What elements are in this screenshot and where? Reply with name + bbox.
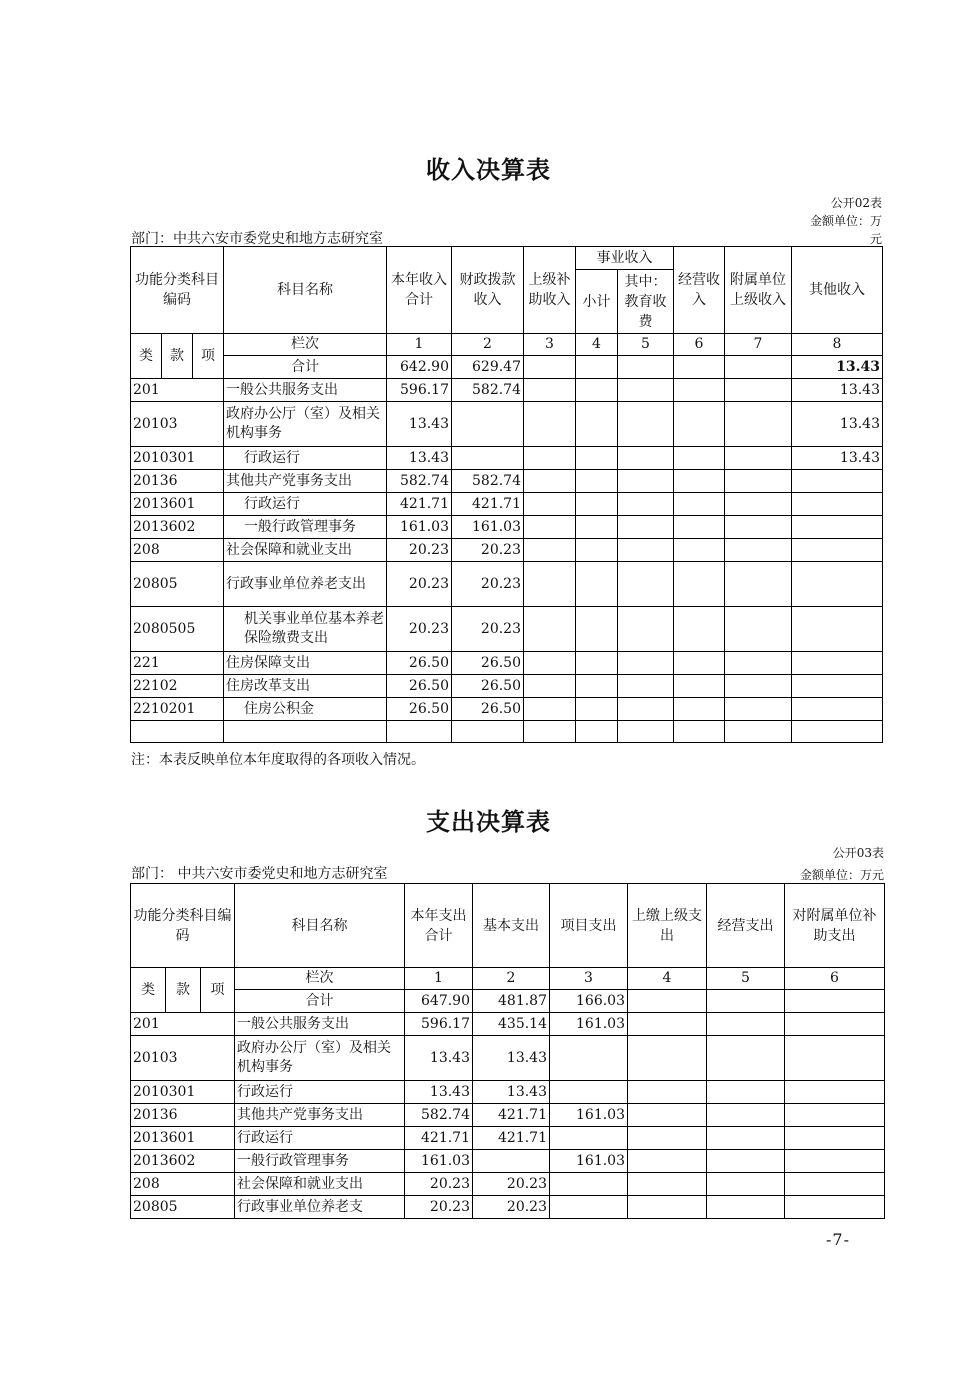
row-c8 <box>792 562 883 607</box>
income-colno-5: 5 <box>618 334 674 356</box>
row-name: 行政运行 <box>235 1081 405 1104</box>
income-title: 收入决算表 <box>426 156 551 184</box>
row-name: 政府办公厅（室）及相关机构事务 <box>224 402 387 447</box>
row-code: 2013602 <box>131 1150 235 1173</box>
row-code: 22102 <box>131 675 224 698</box>
row-code: 20805 <box>131 1196 235 1219</box>
income-header-func-code: 功能分类科目编码 <box>131 247 224 334</box>
row-c3 <box>550 1196 628 1219</box>
row-c8 <box>792 470 883 493</box>
row-c8: 13.43 <box>792 402 883 447</box>
row-c2: 20.23 <box>473 1196 550 1219</box>
table-row <box>131 562 883 607</box>
expense-colno-5: 5 <box>707 968 785 990</box>
expense-header-xiang: 项 <box>201 968 235 1013</box>
expense-colno-1: 1 <box>405 968 473 990</box>
row-c1: 26.50 <box>387 652 452 675</box>
income-header-xiang: 项 <box>193 334 224 379</box>
income-colno-8: 8 <box>792 334 883 356</box>
income-header-col6: 经营收入 <box>674 247 725 334</box>
row-c1: 13.43 <box>405 1081 473 1104</box>
table-row <box>131 379 883 402</box>
row-name: 其他共产党事务支出 <box>235 1104 405 1127</box>
expense-total-c3: 166.03 <box>550 990 628 1013</box>
expense-header-kuan: 款 <box>166 968 201 1013</box>
row-name: 政府办公厅（室）及相关机构事务 <box>235 1036 405 1081</box>
income-header-biz-group: 事业收入 <box>576 247 674 270</box>
row-c2: 20.23 <box>452 539 524 562</box>
income-colno-7: 7 <box>725 334 792 356</box>
expense-header-col2: 基本支出 <box>473 884 550 968</box>
expense-table <box>130 883 885 1219</box>
row-c2: 421.71 <box>452 493 524 516</box>
row-code: 201 <box>131 1013 235 1036</box>
row-c8 <box>792 675 883 698</box>
expense-unit: 金额单位：万元 <box>799 868 884 882</box>
row-c2: 421.71 <box>473 1127 550 1150</box>
row-c1: 582.74 <box>387 470 452 493</box>
row-c1: 421.71 <box>387 493 452 516</box>
row-c2 <box>452 447 524 470</box>
income-table-code: 公开02表 <box>830 196 882 210</box>
income-total-label: 合计 <box>224 356 387 379</box>
row-name: 一般行政管理事务 <box>235 1150 405 1173</box>
row-c1: 26.50 <box>387 675 452 698</box>
row-code: 20136 <box>131 470 224 493</box>
table-row <box>131 447 883 470</box>
row-c1: 20.23 <box>387 539 452 562</box>
row-c1: 26.50 <box>387 698 452 721</box>
row-code: 20103 <box>131 1036 235 1081</box>
expense-header-col3: 项目支出 <box>550 884 628 968</box>
expense-total-row <box>131 990 885 1013</box>
expense-header-col6: 对附属单位补助支出 <box>785 884 885 968</box>
row-name: 一般公共服务支出 <box>235 1013 405 1036</box>
income-header-col2: 财政拨款收入 <box>452 247 524 334</box>
income-colno-2: 2 <box>452 334 524 356</box>
row-c2 <box>452 402 524 447</box>
income-colno-4: 4 <box>576 334 618 356</box>
expense-header-col1: 本年支出合计 <box>405 884 473 968</box>
row-name: 行政运行 <box>224 447 387 470</box>
income-header-lei: 类 <box>131 334 162 379</box>
expense-total-c2: 481.87 <box>473 990 550 1013</box>
expense-header-lanci: 栏次 <box>235 968 405 990</box>
expense-title: 支出决算表 <box>426 808 551 836</box>
row-c1: 20.23 <box>387 562 452 607</box>
row-name: 住房改革支出 <box>224 675 387 698</box>
expense-colno-6: 6 <box>785 968 885 990</box>
expense-department: 部门： 中共六安市委党史和地方志研究室 <box>131 866 388 882</box>
row-code: 2210201 <box>131 698 224 721</box>
income-colno-6: 6 <box>674 334 725 356</box>
table-row <box>131 402 883 447</box>
row-c8 <box>792 539 883 562</box>
row-code: 201 <box>131 379 224 402</box>
table-row <box>131 652 883 675</box>
row-c1: 13.43 <box>387 402 452 447</box>
expense-colno-2: 2 <box>473 968 550 990</box>
expense-header-lei: 类 <box>131 968 166 1013</box>
row-c1: 13.43 <box>405 1036 473 1081</box>
row-c1: 20.23 <box>387 607 452 652</box>
table-row <box>131 1013 885 1036</box>
row-c1: 161.03 <box>387 516 452 539</box>
row-code: 2010301 <box>131 447 224 470</box>
income-header-col1: 本年收入合计 <box>387 247 452 334</box>
row-code: 20136 <box>131 1104 235 1127</box>
row-c3 <box>550 1127 628 1150</box>
table-row <box>131 675 883 698</box>
income-total-c1: 642.90 <box>387 356 452 379</box>
row-name: 住房公积金 <box>224 698 387 721</box>
income-total-c2: 629.47 <box>452 356 524 379</box>
row-name: 机关事业单位基本养老保险缴费支出 <box>224 607 387 652</box>
row-code: 20805 <box>131 562 224 607</box>
row-c1: 582.74 <box>405 1104 473 1127</box>
row-c2: 582.74 <box>452 470 524 493</box>
row-code: 221 <box>131 652 224 675</box>
income-header-lanci: 栏次 <box>224 334 387 356</box>
row-name: 社会保障和就业支出 <box>235 1173 405 1196</box>
row-c2: 26.50 <box>452 675 524 698</box>
table-row <box>131 539 883 562</box>
income-header-kuan: 款 <box>162 334 193 379</box>
row-name: 行政运行 <box>235 1127 405 1150</box>
table-row <box>131 698 883 721</box>
row-code: 208 <box>131 539 224 562</box>
income-header-col4: 小计 <box>576 270 618 334</box>
expense-colno-3: 3 <box>550 968 628 990</box>
row-c2: 20.23 <box>452 562 524 607</box>
expense-header-col5: 经营支出 <box>707 884 785 968</box>
row-name: 行政事业单位养老支出 <box>224 562 387 607</box>
row-c2: 20.23 <box>473 1173 550 1196</box>
table-row <box>131 470 883 493</box>
row-code: 2080505 <box>131 607 224 652</box>
table-row <box>131 607 883 652</box>
row-name: 行政事业单位养老支 <box>235 1196 405 1219</box>
table-row <box>131 516 883 539</box>
table-row <box>131 1150 885 1173</box>
income-department: 部门：中共六安市委党史和地方志研究室 <box>131 231 383 247</box>
row-c2: 582.74 <box>452 379 524 402</box>
row-c1: 161.03 <box>405 1150 473 1173</box>
income-header-col5: 其中：教育收费 <box>618 270 674 334</box>
row-c2: 20.23 <box>452 607 524 652</box>
table-row <box>131 1104 885 1127</box>
row-c1: 20.23 <box>405 1196 473 1219</box>
income-header-col3: 上级补助收入 <box>524 247 576 334</box>
row-c1: 13.43 <box>387 447 452 470</box>
expense-total-label: 合计 <box>235 990 405 1013</box>
table-row <box>131 1173 885 1196</box>
income-total-row <box>131 356 883 379</box>
row-c3: 161.03 <box>550 1150 628 1173</box>
row-c2: 13.43 <box>473 1036 550 1081</box>
row-c8: 13.43 <box>792 447 883 470</box>
expense-header-name: 科目名称 <box>235 884 405 968</box>
row-name: 其他共产党事务支出 <box>224 470 387 493</box>
row-name: 行政运行 <box>224 493 387 516</box>
row-c8: 13.43 <box>792 379 883 402</box>
income-header-col7: 附属单位上级收入 <box>725 247 792 334</box>
row-c2: 421.71 <box>473 1104 550 1127</box>
row-c2: 26.50 <box>452 652 524 675</box>
expense-table-code: 公开03表 <box>832 846 884 860</box>
income-unit-line1: 金额单位：万 <box>809 214 882 228</box>
row-code: 2010301 <box>131 1081 235 1104</box>
income-table <box>130 246 883 743</box>
table-row <box>131 1196 885 1219</box>
income-header-name: 科目名称 <box>224 247 387 334</box>
expense-header-func-code: 功能分类科目编码 <box>131 884 235 968</box>
page-number: -7- <box>826 1230 850 1249</box>
row-c3 <box>550 1173 628 1196</box>
expense-total-c1: 647.90 <box>405 990 473 1013</box>
income-colno-3: 3 <box>524 334 576 356</box>
row-c3: 161.03 <box>550 1104 628 1127</box>
row-c8 <box>792 698 883 721</box>
row-name: 一般行政管理事务 <box>224 516 387 539</box>
row-c2: 161.03 <box>452 516 524 539</box>
table-row <box>131 1036 885 1081</box>
row-c2: 13.43 <box>473 1081 550 1104</box>
row-c3 <box>550 1081 628 1104</box>
income-total-c8: 13.43 <box>792 356 883 379</box>
row-c3: 161.03 <box>550 1013 628 1036</box>
row-c3 <box>550 1036 628 1081</box>
income-note: 注：本表反映单位本年度取得的各项收入情况。 <box>131 752 425 768</box>
row-c8 <box>792 493 883 516</box>
row-c2: 435.14 <box>473 1013 550 1036</box>
row-c2: 26.50 <box>452 698 524 721</box>
row-name: 一般公共服务支出 <box>224 379 387 402</box>
table-row <box>131 493 883 516</box>
income-colno-1: 1 <box>387 334 452 356</box>
row-c1: 596.17 <box>405 1013 473 1036</box>
table-row <box>131 1127 885 1150</box>
row-code: 2013601 <box>131 493 224 516</box>
table-row-empty <box>131 721 883 743</box>
row-c8 <box>792 652 883 675</box>
expense-header-col4: 上缴上级支出 <box>628 884 707 968</box>
income-header-col8: 其他收入 <box>792 247 883 334</box>
table-row <box>131 1081 885 1104</box>
row-c1: 596.17 <box>387 379 452 402</box>
expense-colno-4: 4 <box>628 968 707 990</box>
row-c8 <box>792 516 883 539</box>
row-c2 <box>473 1150 550 1173</box>
row-c8 <box>792 607 883 652</box>
row-code: 2013602 <box>131 516 224 539</box>
row-name: 社会保障和就业支出 <box>224 539 387 562</box>
row-c1: 421.71 <box>405 1127 473 1150</box>
row-code: 20103 <box>131 402 224 447</box>
row-code: 208 <box>131 1173 235 1196</box>
row-code: 2013601 <box>131 1127 235 1150</box>
row-name: 住房保障支出 <box>224 652 387 675</box>
income-unit-line2: 元 <box>869 232 882 246</box>
row-c1: 20.23 <box>405 1173 473 1196</box>
